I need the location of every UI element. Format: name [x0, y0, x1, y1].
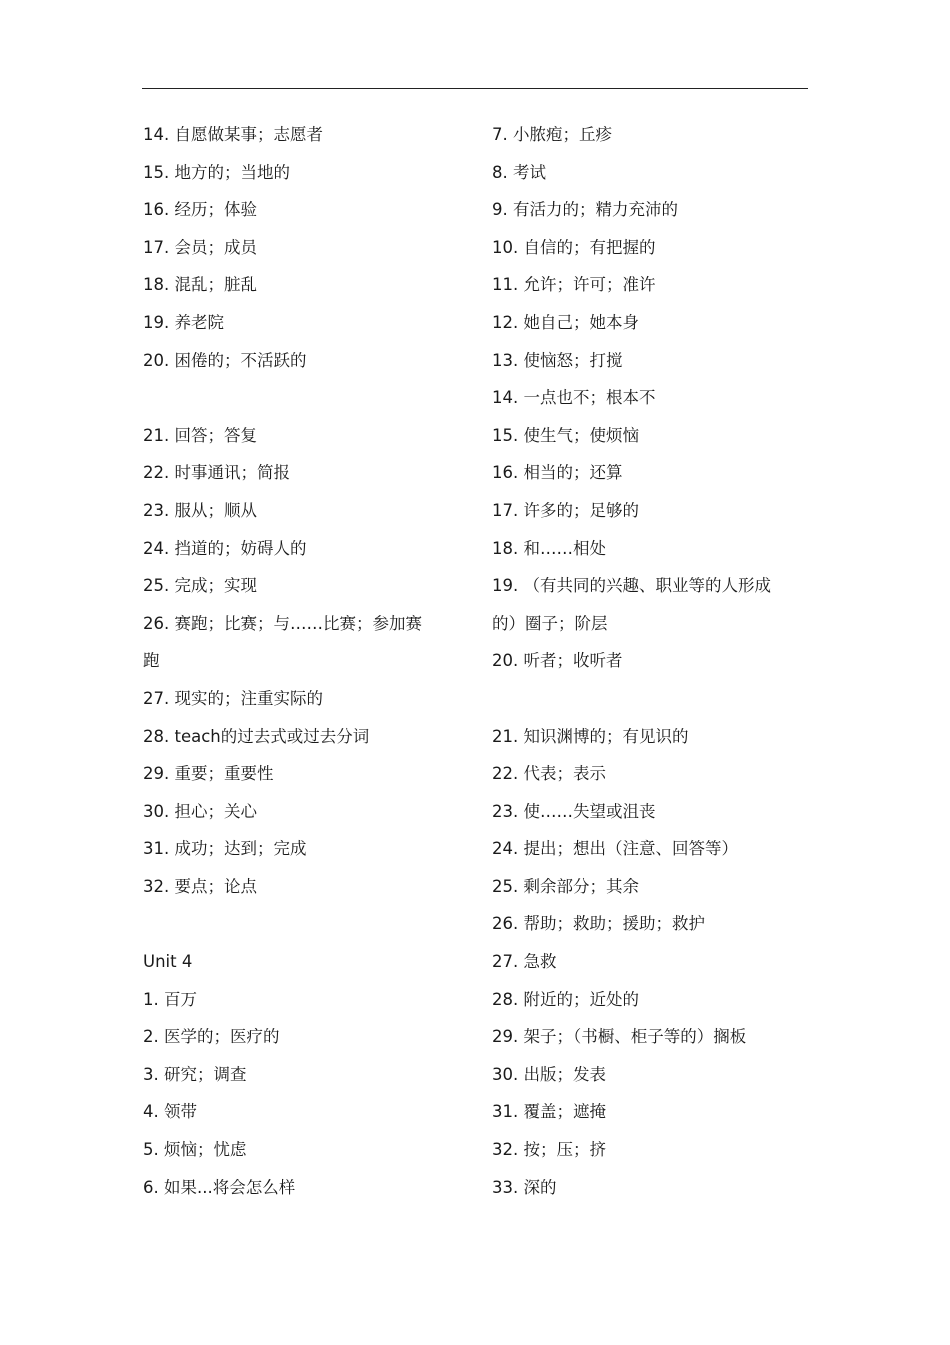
right-vocab-line: 9. 有活力的；精力充沛的: [492, 200, 678, 220]
right-vocab-line: 24. 提出；想出（注意、回答等）: [492, 839, 738, 859]
right-vocab-line: 33. 深的: [492, 1177, 557, 1197]
left-vocab-line: 26. 赛跑；比赛；与……比赛；参加赛: [143, 613, 422, 633]
left-vocab-line: 1. 百万: [143, 989, 197, 1009]
right-vocab-line: 8. 考试: [492, 162, 546, 182]
right-vocab-line: 10. 自信的；有把握的: [492, 237, 656, 257]
left-vocab-line: 27. 现实的；注重实际的: [143, 688, 323, 708]
left-vocab-line: 20. 困倦的；不活跃的: [143, 350, 307, 370]
right-vocab-line: 31. 覆盖；遮掩: [492, 1102, 606, 1122]
right-column: [492, 116, 802, 1206]
right-vocab-line: 的）圈子；阶层: [492, 613, 608, 633]
left-vocab-line: 3. 研究；调查: [143, 1064, 247, 1084]
left-vocab-line: 24. 挡道的；妨碍人的: [143, 538, 307, 558]
left-vocab-line: 32. 要点；论点: [143, 876, 257, 896]
right-vocab-line: 16. 相当的；还算: [492, 463, 623, 483]
right-vocab-line: 22. 代表；表示: [492, 764, 606, 784]
right-vocab-line: 27. 急救: [492, 952, 557, 972]
left-vocab-line: [143, 905, 448, 943]
left-vocab-line: 5. 烦恼；忧虑: [143, 1140, 247, 1160]
left-vocab-line: [143, 379, 448, 417]
right-vocab-line: 21. 知识渊博的；有见识的: [492, 726, 689, 746]
left-vocab-line: 31. 成功；达到；完成: [143, 839, 307, 859]
right-vocab-line: 14. 一点也不；根本不: [492, 388, 656, 408]
right-vocab-line: 26. 帮助；救助；援助；救护: [492, 914, 705, 934]
right-vocab-line: 20. 听者；收听者: [492, 651, 623, 671]
right-vocab-line: 30. 出版；发表: [492, 1064, 606, 1084]
left-vocab-line: 6. 如果...将会怎么样: [143, 1177, 296, 1197]
left-vocab-line: 30. 担心；关心: [143, 801, 257, 821]
left-vocab-line: 18. 混乱；脏乱: [143, 275, 257, 295]
left-vocab-line: 4. 领带: [143, 1102, 197, 1122]
right-vocab-line: 32. 按；压；挤: [492, 1140, 606, 1160]
left-vocab-line: 21. 回答；答复: [143, 425, 257, 445]
header-rule: [142, 88, 808, 89]
left-column: [143, 116, 448, 1206]
right-vocab-line: 18. 和……相处: [492, 538, 606, 558]
right-vocab-line: 15. 使生气；使烦恼: [492, 425, 639, 445]
right-vocab-line: 28. 附近的；近处的: [492, 989, 639, 1009]
left-vocab-line: 23. 服从；顺从: [143, 500, 257, 520]
right-vocab-line: 25. 剩余部分；其余: [492, 876, 639, 896]
right-vocab-line: 7. 小脓疱；丘疹: [492, 125, 612, 144]
unit-heading: Unit 4: [143, 952, 193, 972]
right-vocab-line: 12. 她自己；她本身: [492, 312, 639, 332]
left-vocab-line: 14. 自愿做某事；志愿者: [143, 125, 323, 144]
left-vocab-line: 2. 医学的；医疗的: [143, 1027, 280, 1047]
left-vocab-line: 跑: [143, 651, 160, 671]
right-vocab-line: 13. 使恼怒；打搅: [492, 350, 623, 370]
left-vocab-line: 29. 重要；重要性: [143, 764, 274, 784]
right-vocab-line: 11. 允许；许可；准许: [492, 275, 656, 295]
left-vocab-line: 19. 养老院: [143, 312, 224, 332]
left-vocab-line: 17. 会员；成员: [143, 237, 257, 257]
right-vocab-line: [492, 680, 802, 718]
left-vocab-line: 22. 时事通讯；简报: [143, 463, 290, 483]
left-vocab-line: 25. 完成；实现: [143, 576, 257, 596]
right-vocab-line: 17. 许多的；足够的: [492, 500, 639, 520]
left-vocab-line: 28. teach的过去式或过去分词: [143, 726, 370, 746]
right-vocab-line: 19. （有共同的兴趣、职业等的人形成: [492, 576, 771, 596]
left-vocab-line: 15. 地方的；当地的: [143, 162, 290, 182]
right-vocab-line: 23. 使……失望或沮丧: [492, 801, 656, 821]
right-vocab-line: 29. 架子；（书橱、柜子等的）搁板: [492, 1027, 747, 1047]
left-vocab-line: 16. 经历；体验: [143, 200, 257, 220]
